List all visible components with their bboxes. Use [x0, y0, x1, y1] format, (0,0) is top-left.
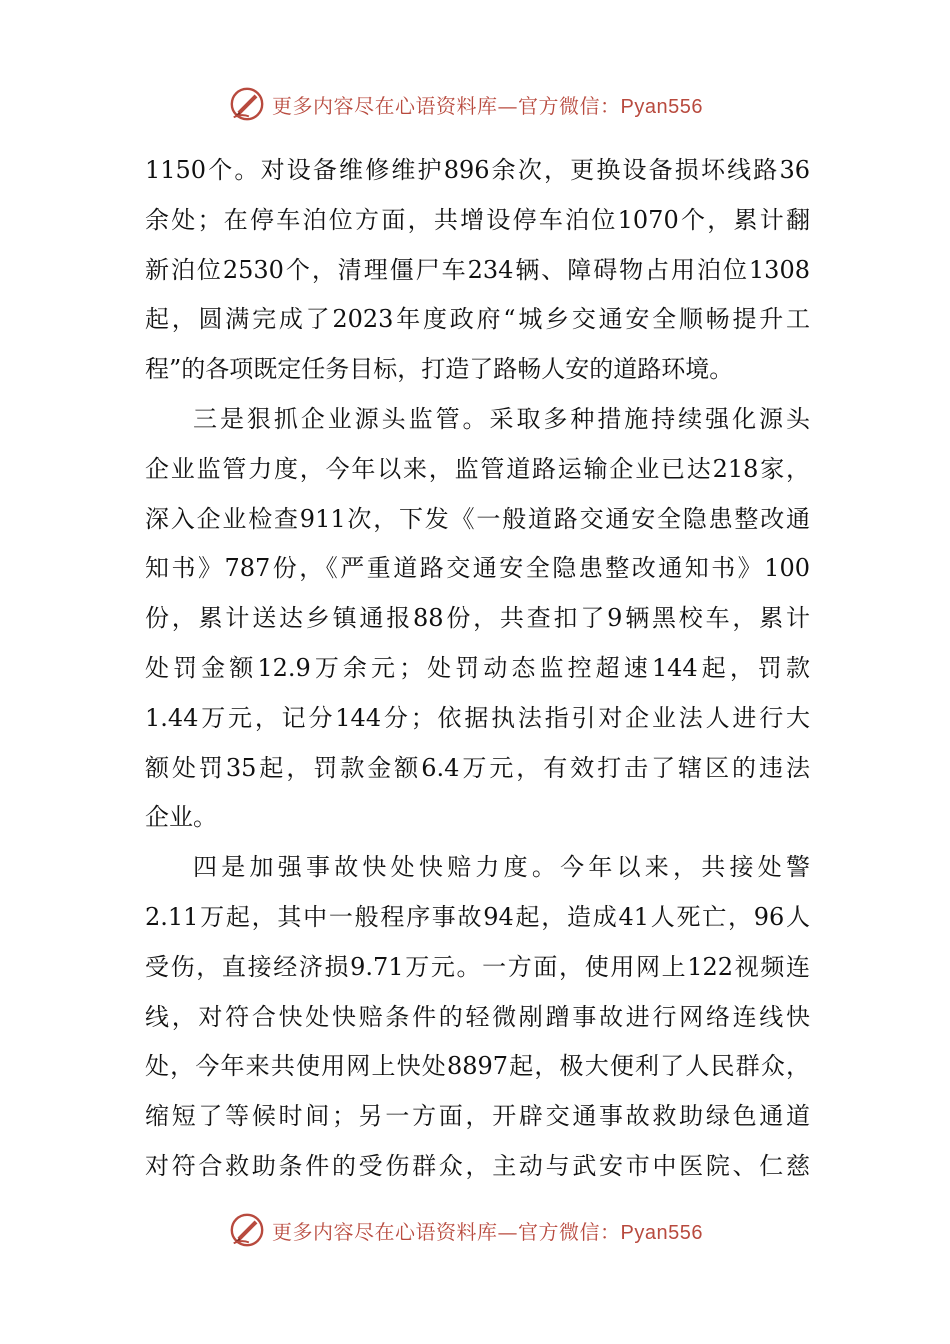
text-line: 新泊位2530个，清理僵尸车234辆、障碍物占用泊位1308: [145, 255, 810, 284]
footer-watermark: [228, 1210, 728, 1250]
text-line: 企业。: [145, 803, 217, 832]
pen-seal-logo-icon: [228, 85, 266, 123]
text-line: 处罚金额12.9万余元；处罚动态监控超速144起，罚款: [145, 653, 810, 682]
body-text: [145, 146, 810, 1192]
text-line: 处，今年来共使用网上快处8897起，极大便利了人民群众，: [145, 1052, 810, 1081]
watermark-text: 更多内容尽在心语资料库—官方微信：Pyan556: [272, 1219, 703, 1244]
text-line: 程”的各项既定任务目标，打造了路畅人安的道路环境。: [145, 355, 734, 384]
wechat-id: Pyan556: [620, 95, 703, 118]
text-line: 企业监管力度，今年以来，监管道路运输企业已达218家，: [145, 454, 810, 483]
text-line: 三是狠抓企业源头监管。采取多种措施持续强化源头: [193, 404, 810, 433]
text-line: 四是加强事故快处快赔力度。今年以来，共接处警: [193, 853, 810, 882]
text-line: 余处；在停车泊位方面，共增设停车泊位1070个，累计翻: [145, 205, 810, 234]
text-line: 深入企业检查911次，下发《一般道路交通安全隐患整改通: [145, 504, 810, 533]
header-watermark: [228, 84, 728, 124]
text-line: 2.11万起，其中一般程序事故94起，造成41人死亡，96人: [145, 902, 810, 931]
pen-seal-logo-icon: [228, 1211, 266, 1249]
text-line: 线，对符合快处快赔条件的轻微剐蹭事故进行网络连线快: [145, 1002, 810, 1031]
text-line: 1.44万元，记分144分；依据执法指引对企业法人进行大: [145, 703, 810, 732]
text-line: 对符合救助条件的受伤群众，主动与武安市中医院、仁慈: [145, 1151, 810, 1180]
watermark-text: 更多内容尽在心语资料库—官方微信：Pyan556: [272, 93, 703, 118]
text-line: 缩短了等候时间；另一方面，开辟交通事故救助绿色通道: [145, 1102, 810, 1131]
text-line: 起，圆满完成了2023年度政府“城乡交通安全顺畅提升工: [145, 305, 810, 334]
wechat-id: Pyan556: [620, 1221, 703, 1244]
text-line: 额处罚35起，罚款金额6.4万元，有效打击了辖区的违法: [145, 753, 810, 782]
text-line: 知书》787份，《严重道路交通安全隐患整改通知书》100: [145, 554, 810, 583]
text-line: 受伤，直接经济损9.71万元。一方面，使用网上122视频连: [145, 952, 810, 981]
text-line: 份，累计送达乡镇通报88份，共查扣了9辆黑校车，累计: [145, 604, 810, 633]
text-line: 1150个。对设备维修维护896余次，更换设备损坏线路36: [145, 156, 810, 184]
